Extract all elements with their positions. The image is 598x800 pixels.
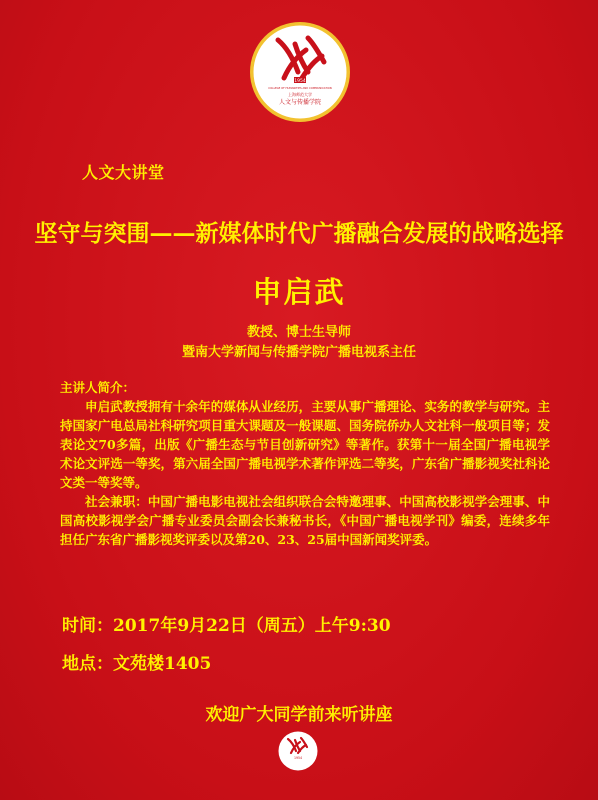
bio-paragraph: 社会兼职：中国广播电影电视社会组织联合会特邀理事、中国高校影视学会理事、中国高校影视学会广播专业委员会副会长兼秘书长，《中国广播电视学刊》编委，连续多年担任广东省广播影视奖评委以及第20、23、25届中国新闻奖评委。 bbox=[60, 494, 550, 547]
speaker-affiliation-line: 暨南大学新闻与传播学院广播电视系主任 bbox=[181, 345, 416, 360]
svg-text:人文与传播学院: 人文与传播学院 bbox=[278, 99, 322, 106]
college-logo bbox=[248, 20, 352, 124]
svg-text:上海师范大学: 上海师范大学 bbox=[288, 92, 312, 97]
bio-paragraph: 申启武教授拥有十余年的媒体从业经历，主要从事广播理论、实务的教学与研究。主持国家广电总局社科研究项目重大课题及一般课题、国务院侨办人文社科一般项目等；发表论文70多篇，出版《广播生态与节目创新研究》等著作。获第十一届全国广播电视学术论文评选一等奖，第六届全国广播电视学术著作评选二等奖，广东省广播影视奖社科论文类一等奖等。 bbox=[60, 399, 550, 490]
svg-text:1954: 1954 bbox=[293, 756, 303, 760]
welcome-message: 欢迎广大同学前来听讲座 bbox=[205, 705, 393, 725]
lecture-series-label: 人文大讲堂 bbox=[82, 163, 165, 182]
speaker-credentials bbox=[0, 323, 598, 363]
speaker-title-line: 教授、博士生导师 bbox=[246, 325, 351, 340]
svg-text:1954: 1954 bbox=[294, 79, 306, 84]
event-place: 地点：文苑楼1405 bbox=[62, 654, 212, 674]
event-time: 时间：2017年9月22日（周五）上午9:30 bbox=[62, 616, 391, 636]
college-logo-small bbox=[278, 731, 318, 771]
bio-heading: 主讲人简介： bbox=[60, 380, 136, 395]
speaker-bio bbox=[60, 378, 550, 549]
svg-text:COLLEGE OF HUMANITIES AND COMM: COLLEGE OF HUMANITIES AND COMMUNICATION bbox=[268, 87, 332, 90]
speaker-name: 申启武 bbox=[252, 275, 346, 309]
lecture-title: 坚守与突围——新媒体时代广播融合发展的战略选择 bbox=[34, 220, 564, 247]
